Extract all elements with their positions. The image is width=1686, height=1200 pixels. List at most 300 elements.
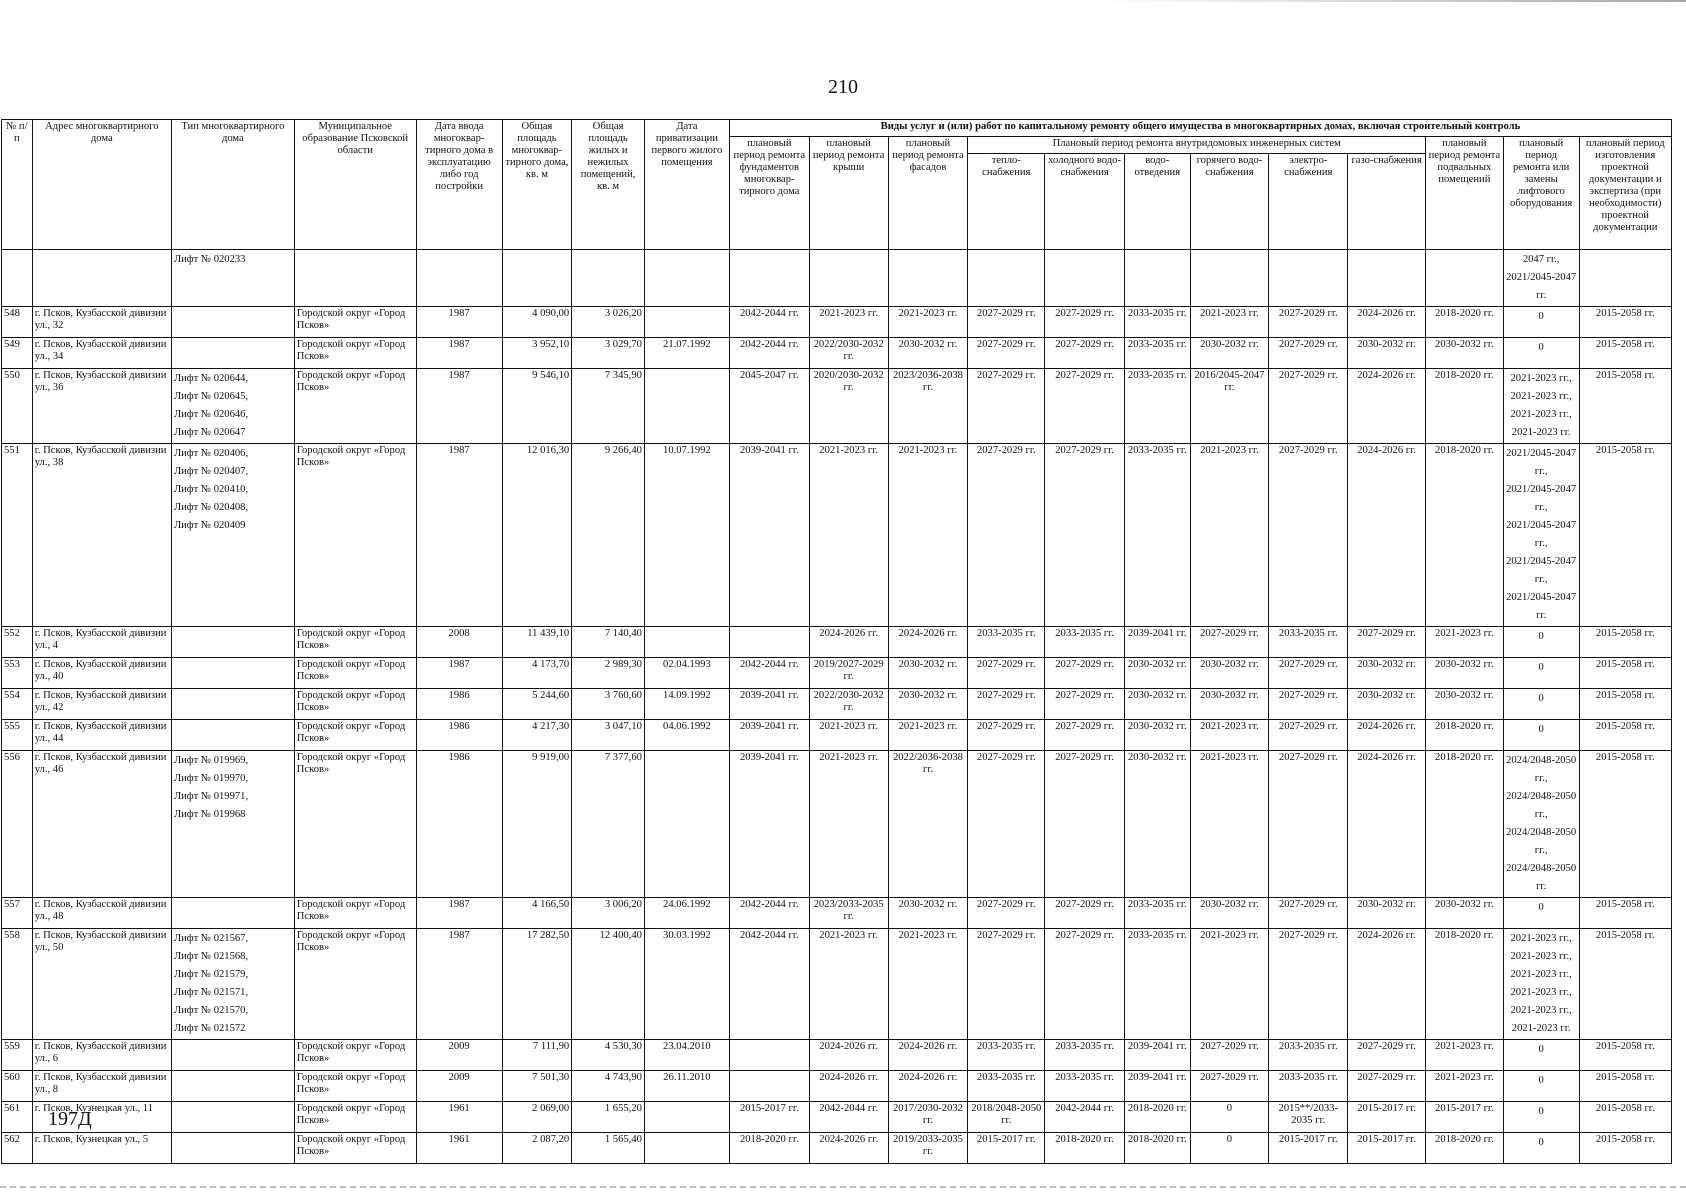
header-gas: газо-снабжения bbox=[1348, 154, 1426, 250]
cell-foundation: 2042-2044 гг. bbox=[729, 307, 809, 338]
cell-municipality: Городской округ «Город Псков» bbox=[294, 627, 416, 658]
cell-num bbox=[2, 250, 33, 307]
table-row bbox=[2, 369, 1672, 444]
cell-num: 562 bbox=[2, 1133, 33, 1164]
cell-sewage: 2039-2041 гг. bbox=[1125, 1071, 1191, 1102]
cell-roof: 2019/2027-2029 гг. bbox=[809, 658, 888, 689]
cell-foundation: 2042-2044 гг. bbox=[729, 658, 809, 689]
elevator-id: Лифт № 019968 bbox=[173, 809, 246, 820]
cell-sewage: 2030-2032 гг. bbox=[1125, 658, 1191, 689]
cell-year: 1987 bbox=[416, 444, 502, 627]
cell-design-docs: 2015-2058 гг. bbox=[1579, 307, 1671, 338]
cell-basement: 2030-2032 гг. bbox=[1425, 898, 1503, 929]
cell-year: 1961 bbox=[416, 1102, 502, 1133]
cell-hot-water: 2030-2032 гг. bbox=[1190, 338, 1269, 369]
cell-facade: 2021-2023 гг. bbox=[888, 444, 968, 627]
cell-design-docs: 2015-2058 гг. bbox=[1579, 1040, 1671, 1071]
elevator-period: 2021-2023 гг. bbox=[1511, 427, 1571, 438]
elevator-id: Лифт № 019971, bbox=[173, 791, 249, 802]
elevator-period: 2021/2045-2047 гг., bbox=[1506, 556, 1577, 585]
elevator-id: Лифт № 020644, bbox=[173, 373, 249, 384]
cell-basement: 2021-2023 гг. bbox=[1425, 627, 1503, 658]
cell-design-docs: 2015-2058 гг. bbox=[1579, 658, 1671, 689]
header-living-area: Общая площадь жилых и нежилых помещений, кв. м bbox=[572, 120, 645, 250]
cell-gas bbox=[1348, 250, 1426, 307]
elevator-period: 2024/2048-2050 гг., bbox=[1506, 827, 1577, 856]
header-facade: плановый период ремонта фасадов bbox=[888, 137, 968, 250]
cell-gas: 2030-2032 гг. bbox=[1348, 658, 1426, 689]
cell-year: 1987 bbox=[416, 369, 502, 444]
cell-hot-water: 2030-2032 гг. bbox=[1190, 898, 1269, 929]
cell-hot-water: 2021-2023 гг. bbox=[1190, 720, 1269, 751]
cell-sewage: 2030-2032 гг. bbox=[1125, 689, 1191, 720]
cell-design-docs: 2015-2058 гг. bbox=[1579, 898, 1671, 929]
cell-foundation: 2042-2044 гг. bbox=[729, 898, 809, 929]
cell-type bbox=[171, 689, 294, 720]
cell-living-area: 12 400,40 bbox=[572, 929, 645, 1040]
cell-privatization-date: 26.11.2010 bbox=[644, 1071, 729, 1102]
cell-gas: 2024-2026 гг. bbox=[1348, 307, 1426, 338]
elevator-period: 0 bbox=[1538, 693, 1544, 704]
elevator-period: 2021/2045-2047 гг., bbox=[1506, 520, 1577, 549]
table-row bbox=[2, 338, 1672, 369]
cell-municipality: Городской округ «Город Псков» bbox=[294, 444, 416, 627]
cell-living-area: 3 029,70 bbox=[572, 338, 645, 369]
cell-privatization-date bbox=[644, 627, 729, 658]
cell-living-area: 4 530,30 bbox=[572, 1040, 645, 1071]
cell-heat: 2027-2029 гг. bbox=[968, 720, 1045, 751]
elevator-period: 2021/2045-2047 гг., bbox=[1506, 484, 1577, 513]
header-municipality: Муниципальное образование Псковской области bbox=[294, 120, 416, 250]
cell-basement: 2030-2032 гг. bbox=[1425, 338, 1503, 369]
cell-municipality: Городской округ «Город Псков» bbox=[294, 751, 416, 898]
cell-total-area: 12 016,30 bbox=[502, 444, 572, 627]
cell-privatization-date: 04.06.1992 bbox=[644, 720, 729, 751]
cell-heat: 2027-2029 гг. bbox=[968, 338, 1045, 369]
cell-elevator bbox=[1503, 751, 1579, 898]
elevator-period: 2021-2023 гг., bbox=[1510, 409, 1572, 420]
cell-elevator bbox=[1503, 1133, 1579, 1164]
cell-total-area bbox=[502, 250, 572, 307]
cell-foundation bbox=[729, 1040, 809, 1071]
scan-edge-top bbox=[1100, 0, 1686, 2]
cell-heat: 2027-2029 гг. bbox=[968, 689, 1045, 720]
cell-type bbox=[171, 1102, 294, 1133]
cell-num: 551 bbox=[2, 444, 33, 627]
cell-design-docs: 2015-2058 гг. bbox=[1579, 929, 1671, 1040]
cell-heat: 2018/2048-2050 гг. bbox=[968, 1102, 1045, 1133]
header-foundation: плановый период ремонта фундаментов многоквар-тирного дома bbox=[729, 137, 809, 250]
table-row bbox=[2, 627, 1672, 658]
cell-sewage: 2030-2032 гг. bbox=[1125, 720, 1191, 751]
cell-electric: 2033-2035 гг. bbox=[1269, 627, 1348, 658]
cell-hot-water: 2016/2045-2047 гг. bbox=[1190, 369, 1269, 444]
cell-electric: 2027-2029 гг. bbox=[1269, 307, 1348, 338]
cell-municipality: Городской округ «Город Псков» bbox=[294, 658, 416, 689]
cell-sewage: 2033-2035 гг. bbox=[1125, 307, 1191, 338]
elevator-period: 2021/2045-2047 гг. bbox=[1506, 592, 1577, 621]
cell-gas: 2024-2026 гг. bbox=[1348, 369, 1426, 444]
cell-address: г. Псков, Кузбасской дивизии ул., 34 bbox=[32, 338, 171, 369]
cell-electric: 2027-2029 гг. bbox=[1269, 658, 1348, 689]
cell-num: 550 bbox=[2, 369, 33, 444]
cell-design-docs bbox=[1579, 250, 1671, 307]
cell-address: г. Псков, Кузбасской дивизии ул., 6 bbox=[32, 1040, 171, 1071]
cell-address: г. Псков, Кузнецкая ул., 11 bbox=[32, 1102, 171, 1133]
cell-num: 552 bbox=[2, 627, 33, 658]
elevator-id: Лифт № 020407, bbox=[173, 466, 249, 477]
cell-gas: 2015-2017 гг. bbox=[1348, 1102, 1426, 1133]
cell-roof: 2021-2023 гг. bbox=[809, 720, 888, 751]
cell-municipality: Городской округ «Город Псков» bbox=[294, 1071, 416, 1102]
elevator-period: 2021-2023 гг., bbox=[1510, 987, 1572, 998]
cell-total-area: 7 111,90 bbox=[502, 1040, 572, 1071]
scan-edge-bottom bbox=[0, 1186, 1686, 1188]
cell-roof: 2021-2023 гг. bbox=[809, 307, 888, 338]
cell-gas: 2030-2032 гг. bbox=[1348, 689, 1426, 720]
cell-hot-water: 2021-2023 гг. bbox=[1190, 751, 1269, 898]
cell-hot-water: 2021-2023 гг. bbox=[1190, 444, 1269, 627]
cell-gas: 2015-2017 гг. bbox=[1348, 1133, 1426, 1164]
elevator-period: 0 bbox=[1538, 724, 1544, 735]
cell-electric: 2015-2017 гг. bbox=[1269, 1133, 1348, 1164]
cell-elevator bbox=[1503, 369, 1579, 444]
cell-hot-water bbox=[1190, 250, 1269, 307]
cell-heat: 2027-2029 гг. bbox=[968, 929, 1045, 1040]
cell-type bbox=[171, 658, 294, 689]
cell-total-area: 7 501,30 bbox=[502, 1071, 572, 1102]
cell-cold-water: 2033-2035 гг. bbox=[1045, 1040, 1125, 1071]
cell-cold-water: 2027-2029 гг. bbox=[1045, 929, 1125, 1040]
cell-electric: 2027-2029 гг. bbox=[1269, 751, 1348, 898]
header-heat: тепло-снабжения bbox=[968, 154, 1045, 250]
cell-address: г. Псков, Кузбасской дивизии ул., 44 bbox=[32, 720, 171, 751]
cell-electric: 2027-2029 гг. bbox=[1269, 720, 1348, 751]
elevator-id: Лифт № 020646, bbox=[173, 409, 249, 420]
cell-roof: 2020/2030-2032 гг. bbox=[809, 369, 888, 444]
cell-hot-water: 0 bbox=[1190, 1133, 1269, 1164]
cell-privatization-date bbox=[644, 751, 729, 898]
cell-cold-water: 2027-2029 гг. bbox=[1045, 898, 1125, 929]
cell-basement: 2018-2020 гг. bbox=[1425, 369, 1503, 444]
cell-foundation bbox=[729, 1071, 809, 1102]
cell-type bbox=[171, 1071, 294, 1102]
cell-living-area: 9 266,40 bbox=[572, 444, 645, 627]
cell-cold-water: 2027-2029 гг. bbox=[1045, 751, 1125, 898]
table-row bbox=[2, 720, 1672, 751]
cell-cold-water: 2027-2029 гг. bbox=[1045, 338, 1125, 369]
cell-sewage: 2018-2020 гг. bbox=[1125, 1133, 1191, 1164]
elevator-id: Лифт № 020647 bbox=[173, 427, 246, 438]
cell-elevator bbox=[1503, 307, 1579, 338]
cell-privatization-date: 21.07.1992 bbox=[644, 338, 729, 369]
table-row bbox=[2, 1102, 1672, 1133]
cell-privatization-date: 30.03.1992 bbox=[644, 929, 729, 1040]
header-total-area: Общая площадь многоквар-тирного дома, кв. м bbox=[502, 120, 572, 250]
cell-cold-water: 2033-2035 гг. bbox=[1045, 1071, 1125, 1102]
cell-address: г. Псков, Кузбасской дивизии ул., 46 bbox=[32, 751, 171, 898]
capital-repair-table bbox=[1, 119, 1672, 1164]
elevator-period: 0 bbox=[1538, 662, 1544, 673]
cell-type bbox=[171, 627, 294, 658]
cell-address: г. Псков, Кузбасской дивизии ул., 32 bbox=[32, 307, 171, 338]
cell-electric: 2027-2029 гг. bbox=[1269, 338, 1348, 369]
table-row bbox=[2, 1071, 1672, 1102]
cell-gas: 2024-2026 гг. bbox=[1348, 720, 1426, 751]
cell-gas: 2024-2026 гг. bbox=[1348, 444, 1426, 627]
cell-type bbox=[171, 898, 294, 929]
cell-facade: 2024-2026 гг. bbox=[888, 627, 968, 658]
cell-roof: 2024-2026 гг. bbox=[809, 1040, 888, 1071]
cell-facade: 2022/2036-2038 гг. bbox=[888, 751, 968, 898]
elevator-period: 2047 гг., bbox=[1522, 254, 1560, 265]
cell-privatization-date bbox=[644, 369, 729, 444]
elevator-period: 0 bbox=[1538, 1106, 1544, 1117]
cell-hot-water: 2030-2032 гг. bbox=[1190, 689, 1269, 720]
cell-basement: 2018-2020 гг. bbox=[1425, 444, 1503, 627]
cell-address: г. Псков, Кузбасской дивизии ул., 48 bbox=[32, 898, 171, 929]
header-electric: электро-снабжения bbox=[1269, 154, 1348, 250]
cell-year: 1987 bbox=[416, 658, 502, 689]
cell-foundation: 2039-2041 гг. bbox=[729, 720, 809, 751]
elevator-period: 2024/2048-2050 гг., bbox=[1506, 755, 1577, 784]
cell-municipality: Городской округ «Город Псков» bbox=[294, 1102, 416, 1133]
cell-year: 1987 bbox=[416, 307, 502, 338]
cell-sewage: 2039-2041 гг. bbox=[1125, 627, 1191, 658]
cell-year: 2009 bbox=[416, 1071, 502, 1102]
cell-elevator bbox=[1503, 1071, 1579, 1102]
cell-num: 556 bbox=[2, 751, 33, 898]
cell-basement: 2015-2017 гг. bbox=[1425, 1102, 1503, 1133]
table-row bbox=[2, 898, 1672, 929]
cell-cold-water: 2018-2020 гг. bbox=[1045, 1133, 1125, 1164]
cell-year: 1986 bbox=[416, 689, 502, 720]
elevator-id: Лифт № 019969, bbox=[173, 755, 249, 766]
table-row bbox=[2, 751, 1672, 898]
cell-living-area: 1 565,40 bbox=[572, 1133, 645, 1164]
elevator-period: 2021-2023 гг., bbox=[1510, 951, 1572, 962]
elevator-period: 0 bbox=[1538, 311, 1544, 322]
cell-address: г. Псков, Кузбасской дивизии ул., 8 bbox=[32, 1071, 171, 1102]
cell-type bbox=[171, 1133, 294, 1164]
cell-design-docs: 2015-2058 гг. bbox=[1579, 689, 1671, 720]
elevator-id: Лифт № 021570, bbox=[173, 1005, 249, 1016]
cell-design-docs: 2015-2058 гг. bbox=[1579, 1133, 1671, 1164]
cell-sewage: 2018-2020 гг. bbox=[1125, 1102, 1191, 1133]
cell-facade: 2030-2032 гг. bbox=[888, 658, 968, 689]
cell-hot-water: 2027-2029 гг. bbox=[1190, 1071, 1269, 1102]
cell-address: г. Псков, Кузбасской дивизии ул., 42 bbox=[32, 689, 171, 720]
elevator-period: 2021-2023 гг., bbox=[1510, 1005, 1572, 1016]
cell-heat: 2033-2035 гг. bbox=[968, 1040, 1045, 1071]
cell-total-area: 5 244,60 bbox=[502, 689, 572, 720]
cell-num: 559 bbox=[2, 1040, 33, 1071]
cell-address: г. Псков, Кузбасской дивизии ул., 38 bbox=[32, 444, 171, 627]
cell-type bbox=[171, 307, 294, 338]
cell-elevator bbox=[1503, 720, 1579, 751]
cell-electric: 2027-2029 гг. bbox=[1269, 689, 1348, 720]
cell-privatization-date bbox=[644, 1133, 729, 1164]
cell-type bbox=[171, 720, 294, 751]
header-engineering-group: Плановый период ремонта внутридомовых инженерных систем bbox=[968, 137, 1426, 154]
cell-gas: 2024-2026 гг. bbox=[1348, 751, 1426, 898]
cell-heat: 2027-2029 гг. bbox=[968, 444, 1045, 627]
cell-cold-water: 2027-2029 гг. bbox=[1045, 369, 1125, 444]
cell-facade bbox=[888, 250, 968, 307]
cell-num: 554 bbox=[2, 689, 33, 720]
cell-type bbox=[171, 444, 294, 627]
cell-elevator bbox=[1503, 1040, 1579, 1071]
cell-privatization-date: 23.04.2010 bbox=[644, 1040, 729, 1071]
cell-gas: 2030-2032 гг. bbox=[1348, 338, 1426, 369]
cell-design-docs: 2015-2058 гг. bbox=[1579, 1102, 1671, 1133]
elevator-id: Лифт № 020406, bbox=[173, 448, 249, 459]
header-basement: плановый период ремонта подвальных помещений bbox=[1425, 137, 1503, 250]
cell-living-area: 3 760,60 bbox=[572, 689, 645, 720]
elevator-period: 2021/2045-2047 гг., bbox=[1506, 448, 1577, 477]
cell-gas: 2027-2029 гг. bbox=[1348, 627, 1426, 658]
elevator-id: Лифт № 021567, bbox=[173, 933, 249, 944]
cell-heat: 2027-2029 гг. bbox=[968, 898, 1045, 929]
cell-address bbox=[32, 250, 171, 307]
header-type: Тип многоквартирного дома bbox=[171, 120, 294, 250]
cell-roof: 2023/2033-2035 гг. bbox=[809, 898, 888, 929]
elevator-id: Лифт № 020409 bbox=[173, 520, 246, 531]
cell-heat: 2027-2029 гг. bbox=[968, 307, 1045, 338]
cell-total-area: 4 173,70 bbox=[502, 658, 572, 689]
cell-living-area: 7 140,40 bbox=[572, 627, 645, 658]
cell-basement: 2030-2032 гг. bbox=[1425, 689, 1503, 720]
page-number: 210 bbox=[828, 76, 858, 98]
elevator-id: Лифт № 020410, bbox=[173, 484, 249, 495]
cell-cold-water: 2042-2044 гг. bbox=[1045, 1102, 1125, 1133]
header-commission-date: Дата ввода многоквар-тирного дома в эксплуатацию либо год постройки bbox=[416, 120, 502, 250]
cell-basement: 2021-2023 гг. bbox=[1425, 1071, 1503, 1102]
cell-basement: 2021-2023 гг. bbox=[1425, 1040, 1503, 1071]
cell-basement: 2030-2032 гг. bbox=[1425, 658, 1503, 689]
cell-roof: 2024-2026 гг. bbox=[809, 1071, 888, 1102]
cell-address: г. Псков, Кузбасской дивизии ул., 36 bbox=[32, 369, 171, 444]
cell-basement: 2018-2020 гг. bbox=[1425, 720, 1503, 751]
cell-privatization-date: 10.07.1992 bbox=[644, 444, 729, 627]
cell-roof: 2021-2023 гг. bbox=[809, 444, 888, 627]
cell-hot-water: 2027-2029 гг. bbox=[1190, 627, 1269, 658]
cell-elevator bbox=[1503, 929, 1579, 1040]
cell-municipality: Городской округ «Город Псков» bbox=[294, 369, 416, 444]
cell-foundation: 2015-2017 гг. bbox=[729, 1102, 809, 1133]
cell-num: 553 bbox=[2, 658, 33, 689]
cell-heat: 2033-2035 гг. bbox=[968, 627, 1045, 658]
cell-address: г. Псков, Кузбасской дивизии ул., 40 bbox=[32, 658, 171, 689]
cell-hot-water: 0 bbox=[1190, 1102, 1269, 1133]
cell-sewage bbox=[1125, 250, 1191, 307]
cell-foundation bbox=[729, 627, 809, 658]
cell-total-area: 11 439,10 bbox=[502, 627, 572, 658]
cell-electric: 2027-2029 гг. bbox=[1269, 929, 1348, 1040]
table-row bbox=[2, 1133, 1672, 1164]
table-row bbox=[2, 250, 1672, 307]
cell-facade: 2023/2036-2038 гг. bbox=[888, 369, 968, 444]
cell-facade: 2017/2030-2032 гг. bbox=[888, 1102, 968, 1133]
cell-elevator bbox=[1503, 338, 1579, 369]
cell-type bbox=[171, 369, 294, 444]
cell-facade: 2030-2032 гг. bbox=[888, 689, 968, 720]
table-row bbox=[2, 929, 1672, 1040]
cell-living-area: 2 989,30 bbox=[572, 658, 645, 689]
cell-roof: 2021-2023 гг. bbox=[809, 751, 888, 898]
header-hot-water: горячего водо-снабжения bbox=[1190, 154, 1269, 250]
cell-elevator bbox=[1503, 658, 1579, 689]
cell-sewage: 2033-2035 гг. bbox=[1125, 369, 1191, 444]
cell-cold-water: 2027-2029 гг. bbox=[1045, 658, 1125, 689]
elevator-period: 0 bbox=[1538, 1044, 1544, 1055]
cell-roof: 2024-2026 гг. bbox=[809, 627, 888, 658]
cell-design-docs: 2015-2058 гг. bbox=[1579, 444, 1671, 627]
cell-gas: 2030-2032 гг. bbox=[1348, 898, 1426, 929]
header-elevator: плановый период ремонта или замены лифтового оборудования bbox=[1503, 137, 1579, 250]
cell-design-docs: 2015-2058 гг. bbox=[1579, 627, 1671, 658]
cell-privatization-date: 14.09.1992 bbox=[644, 689, 729, 720]
elevator-period: 2021-2023 гг., bbox=[1510, 933, 1572, 944]
cell-foundation: 2042-2044 гг. bbox=[729, 338, 809, 369]
cell-foundation: 2045-2047 гг. bbox=[729, 369, 809, 444]
cell-facade: 2024-2026 гг. bbox=[888, 1040, 968, 1071]
cell-elevator bbox=[1503, 444, 1579, 627]
cell-num: 560 bbox=[2, 1071, 33, 1102]
cell-design-docs: 2015-2058 гг. bbox=[1579, 338, 1671, 369]
cell-address: г. Псков, Кузбасской дивизии ул., 4 bbox=[32, 627, 171, 658]
cell-elevator bbox=[1503, 1102, 1579, 1133]
cell-num: 557 bbox=[2, 898, 33, 929]
cell-electric: 2027-2029 гг. bbox=[1269, 369, 1348, 444]
cell-electric: 2033-2035 гг. bbox=[1269, 1071, 1348, 1102]
cell-year: 1987 bbox=[416, 929, 502, 1040]
cell-electric: 2027-2029 гг. bbox=[1269, 444, 1348, 627]
cell-living-area: 4 743,90 bbox=[572, 1071, 645, 1102]
cell-sewage: 2030-2032 гг. bbox=[1125, 751, 1191, 898]
elevator-period: 0 bbox=[1538, 631, 1544, 642]
cell-living-area: 1 655,20 bbox=[572, 1102, 645, 1133]
cell-total-area: 2 069,00 bbox=[502, 1102, 572, 1133]
cell-total-area: 17 282,50 bbox=[502, 929, 572, 1040]
table-row bbox=[2, 658, 1672, 689]
cell-foundation: 2042-2044 гг. bbox=[729, 929, 809, 1040]
cell-total-area: 2 087,20 bbox=[502, 1133, 572, 1164]
cell-sewage: 2033-2035 гг. bbox=[1125, 929, 1191, 1040]
header-address: Адрес многоквартирного дома bbox=[32, 120, 171, 250]
header-roof: плановый период ремонта крыши bbox=[809, 137, 888, 250]
cell-living-area: 3 047,10 bbox=[572, 720, 645, 751]
cell-privatization-date: 24.06.1992 bbox=[644, 898, 729, 929]
cell-roof: 2022/2030-2032 гг. bbox=[809, 338, 888, 369]
cell-privatization-date bbox=[644, 307, 729, 338]
cell-gas: 2024-2026 гг. bbox=[1348, 929, 1426, 1040]
elevator-period: 2021-2023 гг., bbox=[1510, 391, 1572, 402]
elevator-period: 0 bbox=[1538, 1075, 1544, 1086]
cell-roof: 2022/2030-2032 гг. bbox=[809, 689, 888, 720]
cell-heat: 2027-2029 гг. bbox=[968, 751, 1045, 898]
table-row bbox=[2, 307, 1672, 338]
cell-year: 1987 bbox=[416, 898, 502, 929]
cell-facade: 2030-2032 гг. bbox=[888, 898, 968, 929]
cell-basement: 2018-2020 гг. bbox=[1425, 307, 1503, 338]
header-cold-water: холодного водо-снабжения bbox=[1045, 154, 1125, 250]
cell-municipality: Городской округ «Город Псков» bbox=[294, 898, 416, 929]
cell-year: 2008 bbox=[416, 627, 502, 658]
cell-year: 1986 bbox=[416, 720, 502, 751]
cell-municipality bbox=[294, 250, 416, 307]
cell-electric: 2033-2035 гг. bbox=[1269, 1040, 1348, 1071]
